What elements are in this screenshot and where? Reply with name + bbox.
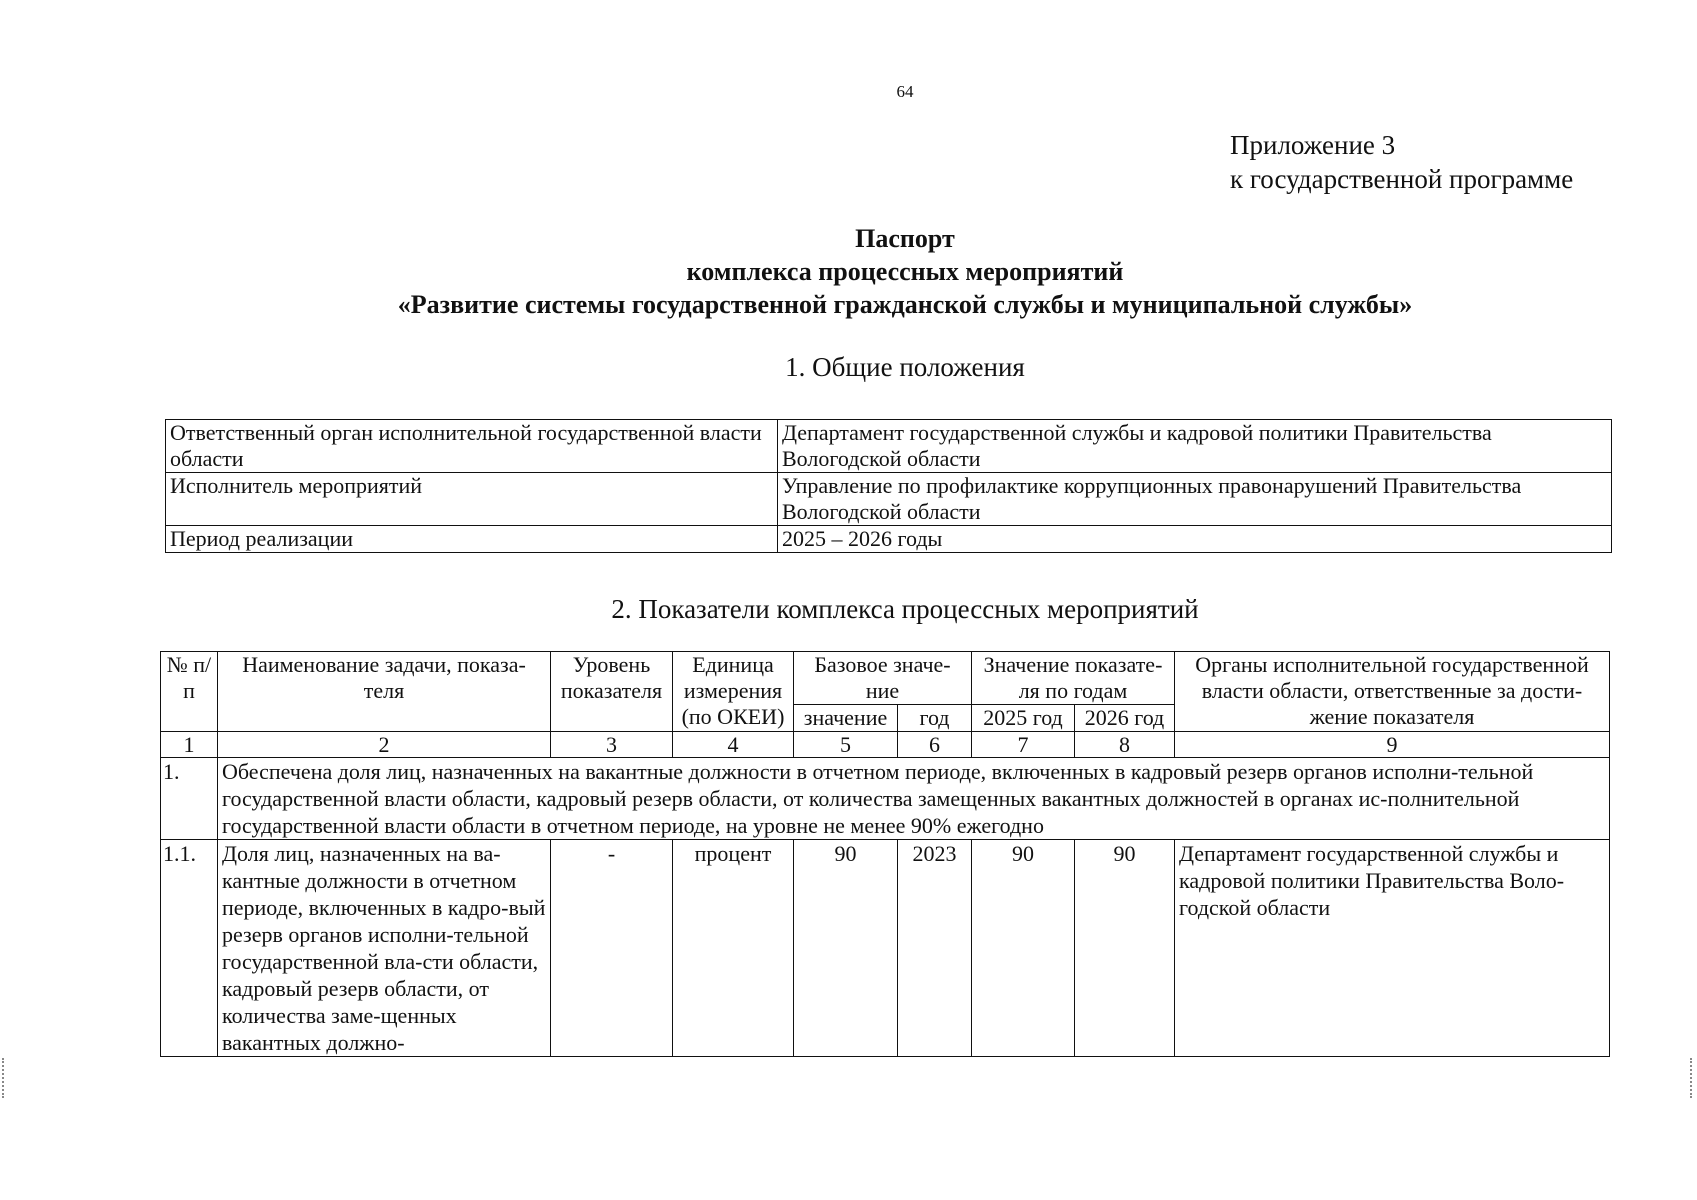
indicator-base-value: 90 bbox=[794, 840, 898, 1057]
column-number: 2 bbox=[218, 732, 551, 758]
column-number: 7 bbox=[972, 732, 1075, 758]
row-value: Управление по профилактике коррупционных правонарушений Правительства Вологодской области bbox=[778, 473, 1612, 526]
header-by-years: Значение показате-ля по годам bbox=[972, 652, 1175, 705]
appendix-line-2: к государственной программе bbox=[1230, 164, 1574, 194]
general-provisions-table bbox=[165, 419, 1612, 553]
indicator-unit: процент bbox=[673, 840, 794, 1057]
table-row bbox=[166, 526, 1612, 553]
row-value: Департамент государственной службы и кадровой политики Правительства Вологодской области bbox=[778, 420, 1612, 473]
appendix-line-1: Приложение 3 bbox=[1230, 130, 1396, 160]
title-line-1: Паспорт bbox=[855, 224, 955, 253]
column-number: 6 bbox=[898, 732, 972, 758]
header-2026: 2026 год bbox=[1075, 705, 1175, 732]
column-number: 4 bbox=[673, 732, 794, 758]
table-row bbox=[166, 473, 1612, 526]
header-num: № п/п bbox=[161, 652, 218, 732]
goal-text: Обеспечена доля лиц, назначенных на вакантные должности в отчетном периоде, включенных в кадровый резерв органов исполни-тельной государственной власти области, кадровый резерв области, от количества замещенных вакантных должностей в органах ис-полнительной государственной власти области в отчетном периоде, на уровне не менее 90% ежегодно bbox=[218, 758, 1610, 840]
header-unit: Единица измерения (по ОКЕИ) bbox=[673, 652, 794, 732]
column-number-row bbox=[161, 732, 1610, 758]
row-label: Период реализации bbox=[166, 526, 778, 553]
indicator-level: - bbox=[551, 840, 673, 1057]
header-row bbox=[161, 652, 1610, 705]
indicators-table bbox=[160, 651, 1610, 1057]
column-number: 3 bbox=[551, 732, 673, 758]
title-line-2: комплекса процессных мероприятий bbox=[686, 257, 1124, 286]
section-1-heading: 1. Общие положения bbox=[785, 352, 1025, 382]
header-organs: Органы исполнительной государственной власти области, ответственные за дости-жение показателя bbox=[1175, 652, 1610, 732]
header-base: Базовое значе-ние bbox=[794, 652, 972, 705]
indicator-name: Доля лиц, назначенных на ва-кантные должности в отчетном периоде, включенных в кадро-вый резерв органов исполни-тельной государственной вла-сти области, кадровый резерв области, от количества заме-щенных вакантных должно- bbox=[218, 840, 551, 1057]
header-base-value: значение bbox=[794, 705, 898, 732]
indicator-organ: Департамент государственной службы и кадровой политики Правительства Воло-годской области bbox=[1175, 840, 1610, 1057]
column-number: 1 bbox=[161, 732, 218, 758]
section-2-heading: 2. Показатели комплекса процессных мероприятий bbox=[611, 594, 1199, 624]
indicator-2025: 90 bbox=[972, 840, 1075, 1057]
binding-mark-right bbox=[1690, 1058, 1694, 1098]
title-line-3: «Развитие системы государственной гражданской службы и муниципальной службы» bbox=[397, 290, 1413, 319]
indicator-base-year: 2023 bbox=[898, 840, 972, 1057]
indicator-num: 1.1. bbox=[161, 840, 218, 1057]
header-base-year: год bbox=[898, 705, 972, 732]
binding-mark-left bbox=[2, 1058, 6, 1098]
row-value: 2025 – 2026 годы bbox=[778, 526, 1612, 553]
column-number: 5 bbox=[794, 732, 898, 758]
column-number: 8 bbox=[1075, 732, 1175, 758]
header-level: Уровень показателя bbox=[551, 652, 673, 732]
column-number: 9 bbox=[1175, 732, 1610, 758]
page-number: 64 bbox=[896, 82, 914, 101]
row-label: Исполнитель мероприятий bbox=[166, 473, 778, 526]
indicator-2026: 90 bbox=[1075, 840, 1175, 1057]
indicator-row bbox=[161, 840, 1610, 1057]
appendix-note bbox=[1230, 128, 1573, 196]
row-label: Ответственный орган исполнительной государственной власти области bbox=[166, 420, 778, 473]
document-title bbox=[0, 222, 1697, 321]
table-row bbox=[166, 420, 1612, 473]
goal-num: 1. bbox=[161, 758, 218, 840]
goal-row bbox=[161, 758, 1610, 840]
header-name: Наименование задачи, показа-теля bbox=[218, 652, 551, 732]
header-2025: 2025 год bbox=[972, 705, 1075, 732]
